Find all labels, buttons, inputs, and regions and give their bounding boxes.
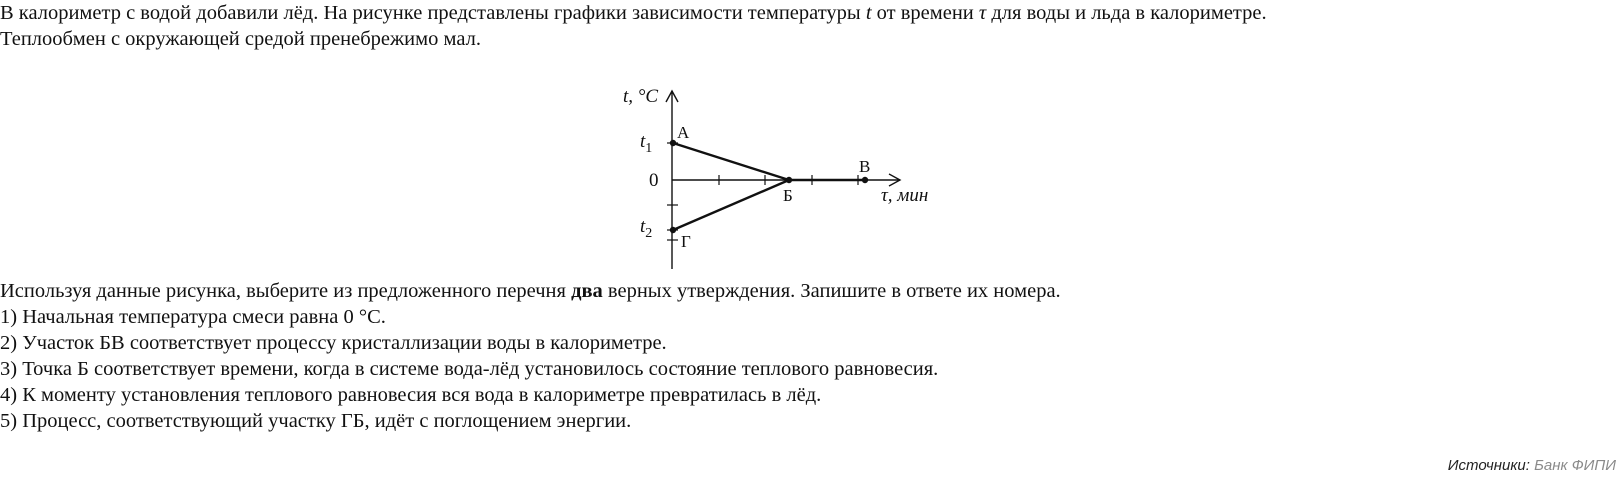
question-prompt	[0, 278, 1061, 304]
t2-label: $t_2$	[640, 216, 653, 241]
point-a-marker	[670, 140, 676, 146]
problem-statement	[0, 0, 1600, 52]
option-3: 3) Точка Б соответствует времени, когда в системе вода-лёд установилось состояние теплового равновесия.	[0, 358, 939, 380]
option-4: 4) К моменту установления теплового равновесия вся вода в калориметре превратилась в лёд.	[0, 384, 822, 406]
variable-tau: τ	[978, 2, 987, 24]
option-5: 5) Процесс, соответствующий участку ГБ, идёт с поглощением энергии.	[0, 410, 632, 432]
point-g-label: Г	[681, 232, 691, 251]
option-2: 2) Участок БВ соответствует процессу кристаллизации воды в калориметре.	[0, 332, 667, 354]
prompt-text: Используя данные рисунка, выберите из предложенного перечня	[0, 280, 572, 302]
point-b-label: Б	[783, 186, 793, 205]
option-1-value: 0 °C	[343, 306, 381, 328]
point-v-marker	[862, 177, 868, 183]
variable-t: t	[865, 2, 872, 24]
intro-line-1	[0, 0, 1600, 26]
option-1-end: .	[380, 306, 386, 328]
temperature-time-graph	[615, 82, 955, 277]
segment-ab	[673, 143, 789, 180]
segment-gb	[673, 180, 789, 230]
option-1-text: 1) Начальная температура смеси равна	[0, 306, 344, 328]
prompt-text-end: верных утверждения. Запишите в ответе их номера.	[602, 280, 1061, 302]
point-b-marker	[786, 177, 792, 183]
question-block	[0, 278, 1061, 434]
intro-text-1: В калориметр с водой добавили лёд. На рисунке представлены графики зависимости температуры	[0, 2, 866, 24]
prompt-bold: два	[571, 280, 603, 302]
y-axis-label: t, °C	[623, 86, 659, 107]
source-link[interactable]: Банк ФИПИ	[1534, 457, 1616, 474]
x-axis-label: τ, мин	[881, 185, 929, 206]
point-v-label: В	[859, 157, 871, 176]
t1-label: $t_1$	[640, 131, 653, 156]
point-a-label: А	[677, 123, 690, 142]
point-g-marker	[670, 227, 676, 233]
option-1	[0, 304, 1061, 330]
zero-label: 0	[649, 170, 659, 191]
intro-text-2: от времени	[871, 2, 979, 24]
source-label: Источники:	[1447, 457, 1535, 474]
intro-text-3: для воды и льда в калориметре.	[986, 2, 1267, 24]
source-credit	[1448, 457, 1616, 474]
intro-line-2: Теплообмен с окружающей средой пренебрежимо мал.	[0, 28, 481, 50]
